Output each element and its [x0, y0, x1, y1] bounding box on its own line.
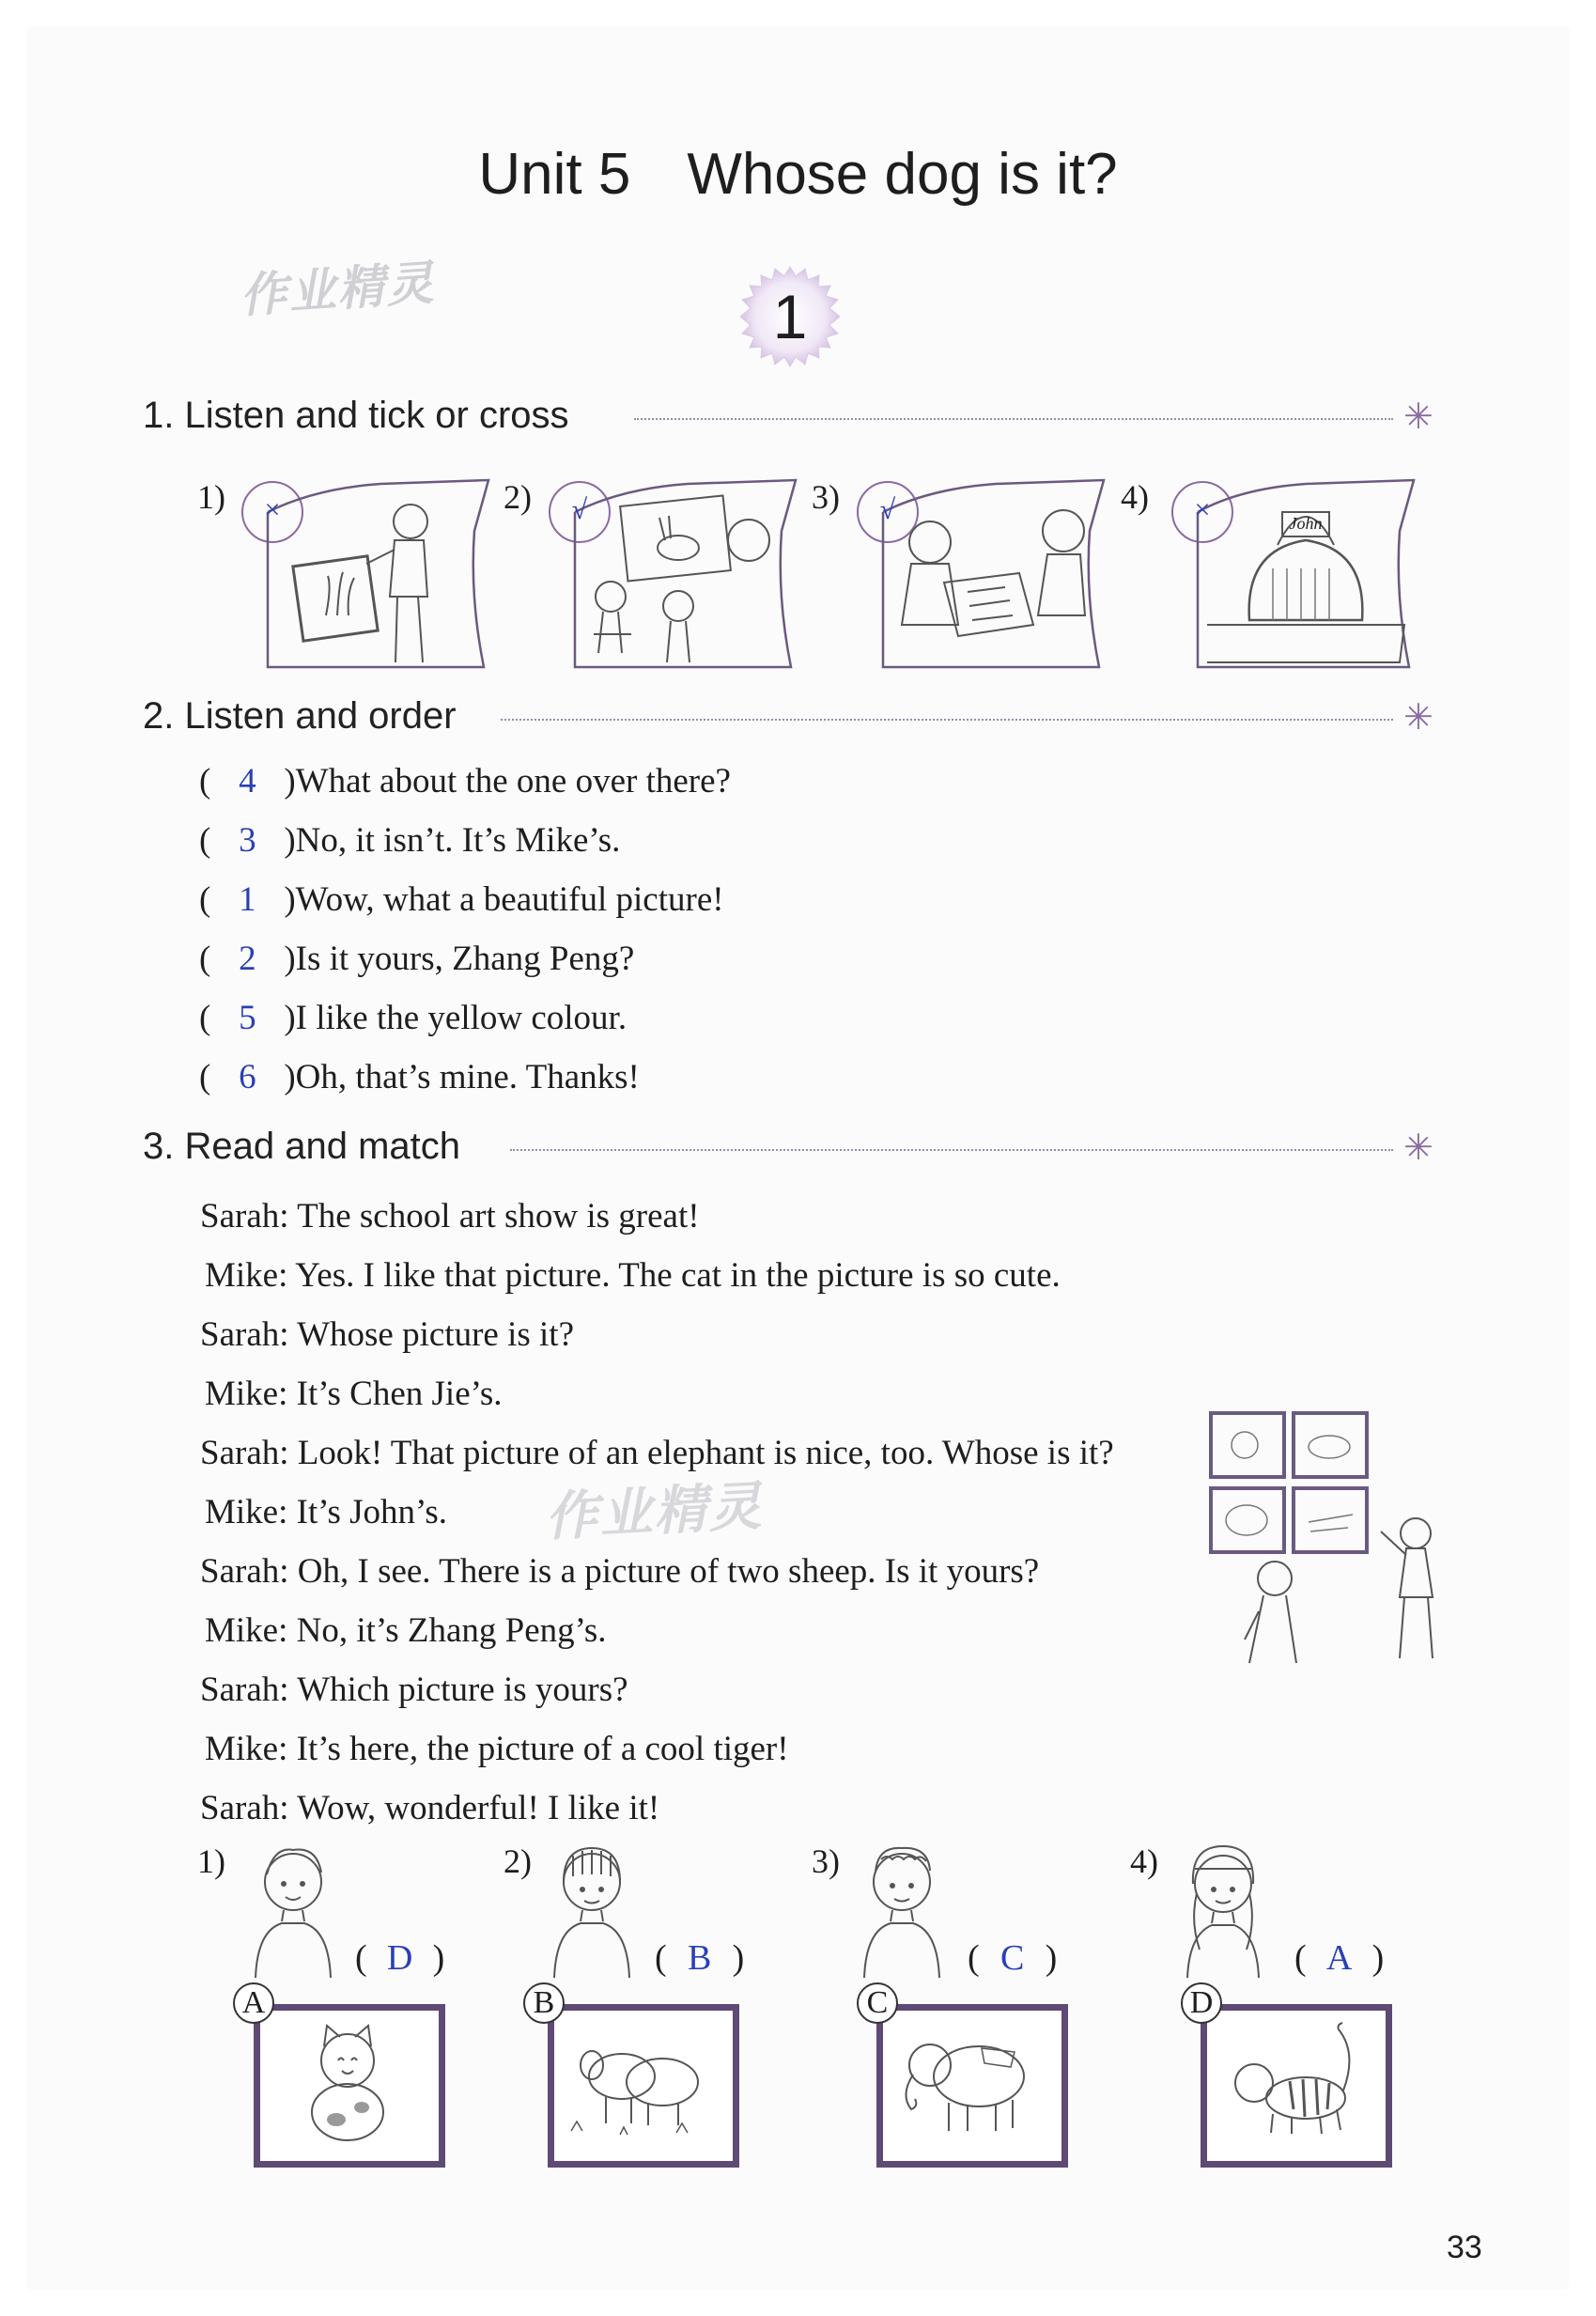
order-line-5: ( 5 )I like the yellow colour.	[199, 999, 628, 1037]
page-number: 33	[1447, 2230, 1482, 2265]
art-show-illustration	[1207, 1409, 1451, 1677]
person2-number: 2)	[504, 1842, 532, 1880]
match-answer-2: ( B )	[655, 1938, 745, 1978]
order-answer: 2	[239, 940, 256, 978]
order-line-4: ( 2 )Is it yours, Zhang Peng?	[199, 940, 635, 978]
match-answer-4: ( A )	[1294, 1938, 1385, 1978]
order-answer: 4	[239, 762, 256, 800]
item2-answer-mark: √	[571, 494, 588, 525]
watermark-logo: 作业精灵	[238, 255, 438, 324]
picture-d-label: D	[1181, 1982, 1222, 2024]
flower-icon: ✳	[1403, 1128, 1433, 1168]
bag-name-label: John	[1289, 514, 1323, 533]
order-text: )Wow, what a beautiful picture!	[284, 880, 724, 919]
picture-c-label: C	[857, 1982, 898, 2024]
girl-avatar	[1176, 1837, 1270, 1978]
item1-answer-mark: ×	[264, 494, 281, 525]
flower-icon: ✳	[1403, 397, 1433, 437]
item3-number: 3)	[812, 478, 840, 516]
watermark-logo: 作业精灵	[543, 1475, 765, 1549]
picture-a-label: A	[233, 1982, 274, 2024]
dialog-line: Sarah: Which picture is yours?	[200, 1671, 628, 1709]
sheep-picture	[564, 2020, 714, 2147]
person1-number: 1)	[197, 1842, 225, 1880]
dialog-line: Mike: It’s John’s.	[205, 1493, 447, 1531]
match-answer-1: ( D )	[355, 1938, 445, 1978]
boy-avatar	[855, 1837, 949, 1978]
item1-number: 1)	[197, 478, 225, 516]
section1-divider	[634, 418, 1393, 420]
dialog-line: Sarah: Whose picture is it?	[200, 1315, 574, 1354]
section2-title: 2. Listen and order	[143, 695, 457, 737]
match-answer-letter: C	[999, 1938, 1025, 1978]
unit-title	[0, 141, 1596, 208]
section2-divider	[501, 719, 1393, 721]
dialog-line: Sarah: Look! That picture of an elephant is nice, too. Whose is it?	[200, 1434, 1114, 1472]
order-line-2: ( 3 )No, it isn’t. It’s Mike’s.	[199, 821, 621, 860]
order-answer: 6	[239, 1058, 256, 1096]
dialog-line: Mike: It’s here, the picture of a cool tiger!	[205, 1730, 789, 1768]
item4-number: 4)	[1121, 478, 1149, 516]
order-text: )No, it isn’t. It’s Mike’s.	[284, 821, 621, 860]
flower-icon: ✳	[1403, 698, 1433, 738]
order-text: )Oh, that’s mine. Thanks!	[284, 1058, 640, 1096]
dialog-line: Sarah: Oh, I see. There is a picture of two sheep. Is it yours?	[200, 1552, 1040, 1591]
order-text: )What about the one over there?	[284, 762, 731, 800]
dialog-line: Sarah: The school art show is great!	[200, 1197, 700, 1236]
match-answer-letter: A	[1325, 1938, 1353, 1978]
match-answer-3: ( C )	[968, 1938, 1058, 1978]
picture-b-label: B	[523, 1982, 565, 2024]
match-answer-letter: B	[687, 1938, 712, 1978]
dialog-line: Sarah: Wow, wonderful! I like it!	[200, 1789, 660, 1827]
section3-title: 3. Read and match	[143, 1126, 460, 1167]
dialog-line: Mike: No, it’s Zhang Peng’s.	[205, 1611, 607, 1650]
lesson-number: 1	[772, 282, 808, 351]
order-answer: 5	[239, 999, 256, 1037]
cat-picture	[282, 2018, 413, 2150]
order-text: )Is it yours, Zhang Peng?	[284, 940, 635, 978]
unit-number: Unit 5	[478, 142, 631, 207]
person4-number: 4)	[1130, 1842, 1158, 1880]
item4-answer-mark: ×	[1194, 494, 1211, 525]
order-line-1: ( 4 )What about the one over there?	[199, 762, 731, 800]
elephant-picture	[892, 2020, 1043, 2147]
dialog-line: Mike: It’s Chen Jie’s.	[205, 1375, 503, 1413]
person3-number: 3)	[812, 1842, 840, 1880]
order-line-6: ( 6 )Oh, that’s mine. Thanks!	[199, 1058, 640, 1096]
unit-name: Whose dog is it?	[687, 142, 1118, 207]
tiger-picture	[1216, 2015, 1367, 2147]
section1-title: 1. Listen and tick or cross	[143, 395, 569, 436]
match-answer-letter: D	[386, 1938, 413, 1978]
order-text: )I like the yellow colour.	[284, 999, 628, 1037]
order-answer: 1	[239, 880, 256, 919]
boy-avatar	[545, 1837, 639, 1978]
dialog-line: Mike: Yes. I like that picture. The cat in the picture is so cute.	[205, 1256, 1061, 1295]
boy-avatar	[246, 1837, 340, 1978]
order-line-3: ( 1 )Wow, what a beautiful picture!	[199, 880, 724, 919]
section3-divider	[510, 1149, 1393, 1151]
item3-answer-mark: √	[879, 494, 896, 525]
item2-number: 2)	[504, 478, 532, 516]
order-answer: 3	[239, 821, 256, 860]
